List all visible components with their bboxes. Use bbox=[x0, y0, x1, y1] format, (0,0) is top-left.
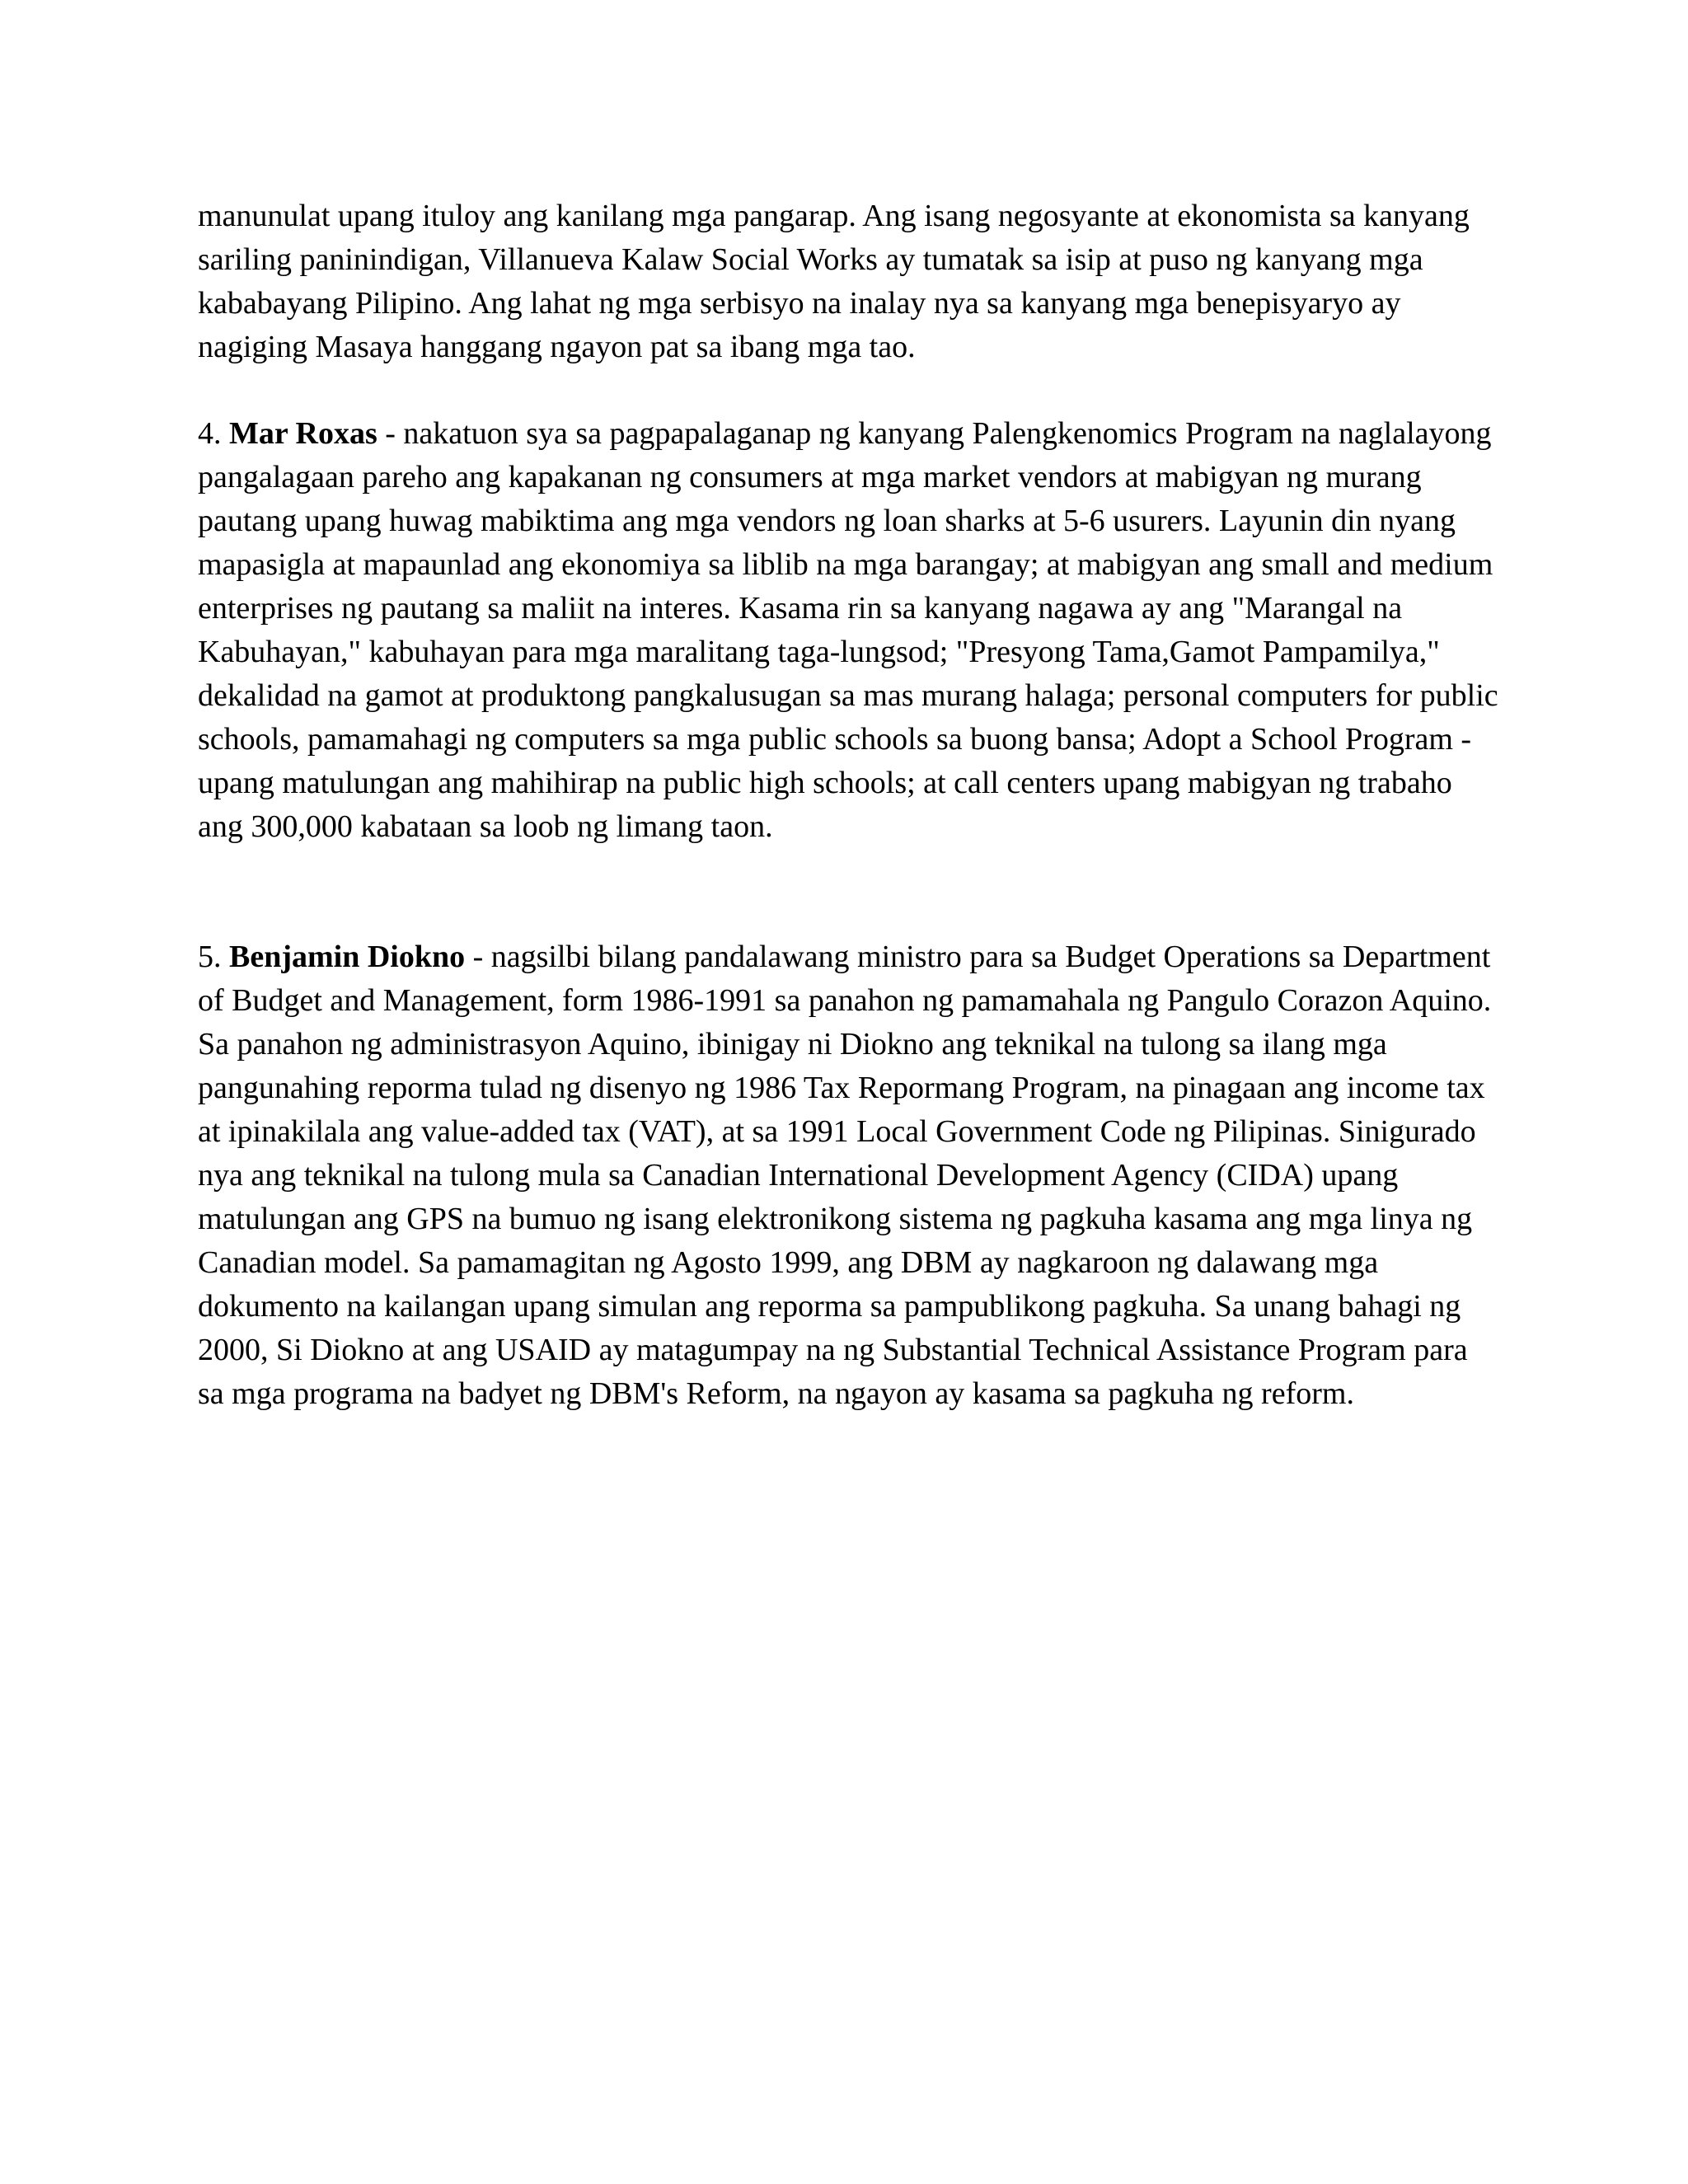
item-5-name: Benjamin Diokno bbox=[229, 940, 466, 974]
item-5-number: 5. bbox=[198, 940, 222, 974]
item-4-number: 4. bbox=[198, 416, 222, 451]
item-5-text: - nagsilbi bilang pandalawang ministro para sa Budget Operations sa Department of Budget and Management, form 1986-1991 sa panahon ng pamamahala ng Pangulo Corazon Aquino. Sa panahon ng administrasyon Aquino, ibinigay ni Diokno ang teknikal na tulong sa ilang mga pangunahing reporma tulad ng disenyo ng 1986 Tax Repormang Program, na pinagaan ang income tax at ipinakilala ang value-added tax (VAT), at sa 1991 Local Government Code ng Pilipinas. Sinigurado nya ang teknikal na tulong mula sa Canadian International Development Agency (CIDA) upang matulungan ang GPS na bumuo ng isang elektronikong sistema ng pagkuha kasama ang mga linya ng Canadian model. Sa pamamagitan ng Agosto 1999, ang DBM ay nagkaroon ng dalawang mga dokumento na kailangan upang simulan ang reporma sa pampublikong pagkuha. Sa unang bahagi ng 2000, Si Diokno at ang USAID ay matagumpay na ng Substantial Technical Assistance Program para sa mga programa na badyet ng DBM's Reform, na ngayon ay kasama sa pagkuha ng reform. bbox=[198, 940, 1492, 1411]
item-4-text: - nakatuon sya sa pagpapalaganap ng kanyang Palengkenomics Program na naglalayong pangalagaan pareho ang kapakanan ng consumers at mga market vendors at mabigyan ng murang pautang upang huwag mabiktima ang mga vendors ng loan sharks at 5-6 usurers. Layunin din nyang mapasigla at mapaunlad ang ekonomiya sa liblib na mga barangay; at mabigyan ang small and medium enterprises ng pautang sa maliit na interes. Kasama rin sa kanyang nagawa ay ang "Marangal na Kabuhayan," kabuhayan para mga maralitang taga-lungsod; "Presyong Tama,Gamot Pampamilya," dekalidad na gamot at produktong pangkalusugan sa mas murang halaga; personal computers for public schools, pamamahagi ng computers sa mga public schools sa buong bansa; Adopt a School Program - upang matulungan ang mahihirap na public high schools; at call centers upang mabigyan ng trabaho ang 300,000 kabataan sa loob ng limang taon. bbox=[198, 416, 1498, 844]
paragraph-item-4 bbox=[198, 412, 1500, 849]
paragraph-intro-text: manunulat upang ituloy ang kanilang mga pangarap. Ang isang negosyante at ekonomista sa kanyang sariling paninindigan, Villanueva Kalaw Social Works ay tumatak sa isip at puso ng kanyang mga kababayang Pilipino. Ang lahat ng mga serbisyo na inalay nya sa kanyang mga benepisyaryo ay nagiging Masaya hanggang ngayon pat sa ibang mga tao. bbox=[198, 199, 1470, 364]
item-4-name: Mar Roxas bbox=[229, 416, 377, 451]
paragraph-item-4-body bbox=[198, 412, 1500, 849]
paragraph-item-5-body bbox=[198, 935, 1500, 1416]
paragraph-intro bbox=[198, 194, 1500, 369]
paragraph-item-5 bbox=[198, 935, 1500, 1416]
